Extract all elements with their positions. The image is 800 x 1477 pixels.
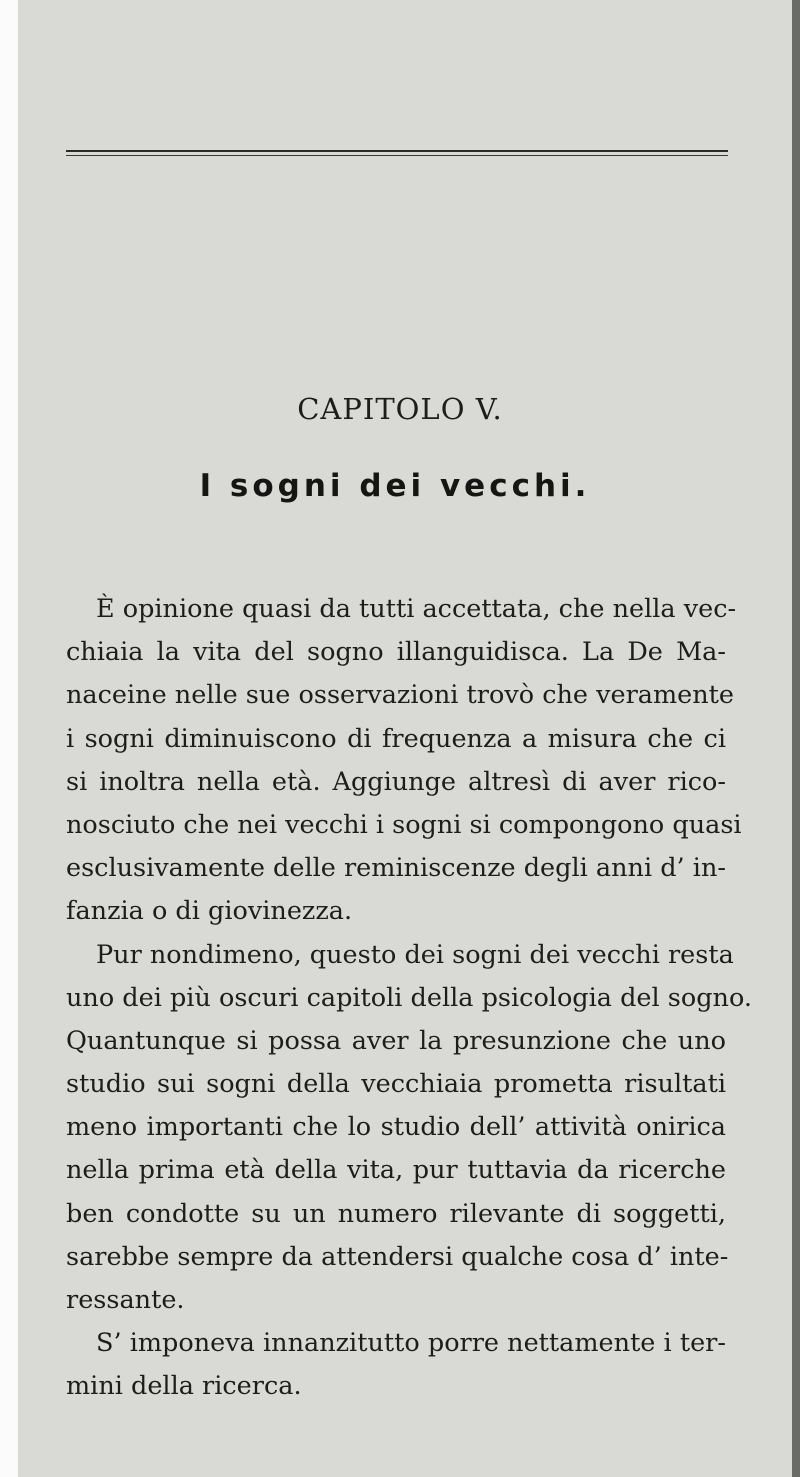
header-rule-thin	[66, 155, 728, 156]
text-line: studio sui sogni della vecchiaia prometta risultati	[66, 1069, 726, 1100]
body-text	[66, 588, 752, 1409]
text-line: esclusivamente delle reminiscenze degli anni d’ in-	[66, 853, 726, 884]
text-line: meno importanti che lo studio dell’ attività onirica	[66, 1112, 726, 1143]
text-line: mini della ricerca.	[66, 1371, 302, 1402]
chapter-title: I sogni dei vecchi.	[199, 468, 591, 504]
text-line: naceine nelle sue osservazioni trovò che veramente	[66, 680, 735, 711]
text-line: ressante.	[66, 1285, 185, 1315]
page-left-margin	[0, 0, 18, 1477]
chapter-heading: CAPITOLO V.	[297, 392, 503, 426]
text-line: S’ imponeva innanzitutto porre nettamente i ter-	[96, 1328, 726, 1359]
text-line: si inoltra nella età. Aggiunge altresì di aver rico-	[66, 766, 726, 797]
text-line: Quantunque si possa aver la presunzione che uno	[66, 1025, 726, 1056]
text-line: nosciuto che nei vecchi i sogni si compongono quasi	[66, 809, 742, 840]
page-right-shadow	[792, 0, 800, 1477]
text-line: uno dei più oscuri capitoli della psicologia del sogno.	[66, 982, 752, 1013]
text-line: Pur nondimeno, questo dei sogni dei vecchi resta	[96, 939, 734, 970]
text-line: nella prima età della vita, pur tuttavia da ricerche	[66, 1155, 726, 1186]
text-line: ben condotte su un numero rilevante di soggetti,	[66, 1198, 726, 1229]
text-line: chiaia la vita del sogno illanguidisca. La De Ma-	[66, 637, 726, 668]
text-line: i sogni diminuiscono di frequenza a misura che ci	[66, 723, 726, 754]
header-rule	[66, 150, 728, 152]
text-line: sarebbe sempre da attendersi qualche cosa d’ inte-	[66, 1241, 729, 1272]
text-line: fanzia o di giovinezza.	[66, 896, 353, 927]
text-line: È opinione quasi da tutti accettata, che nella vec-	[96, 594, 737, 624]
